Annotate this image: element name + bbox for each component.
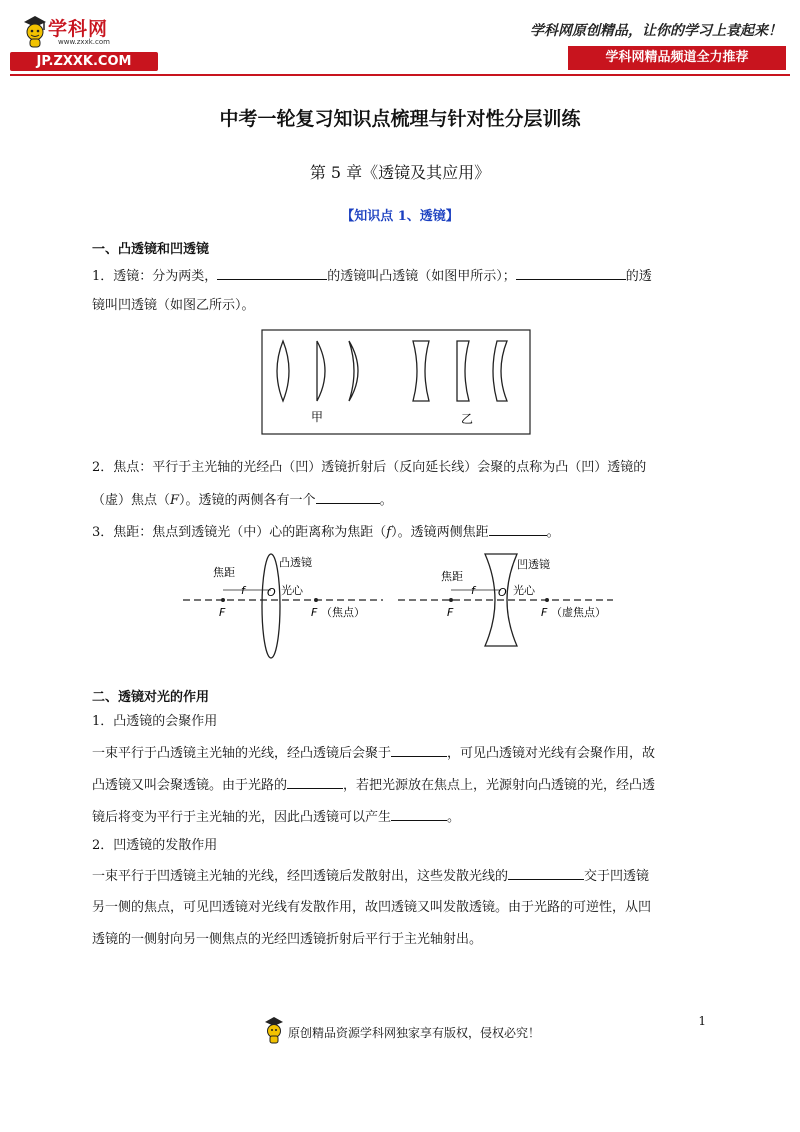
subheading-diverging: 2．凹透镜的发散作用 — [92, 838, 218, 853]
text-run: 1．透镜：分为两类， — [92, 269, 218, 284]
focal-length-diagram — [183, 552, 613, 660]
mascot-footer-icon — [262, 1016, 286, 1044]
text-run: 凸透镜又叫会聚透镜。由于光路的 — [92, 778, 288, 793]
label-focus: （焦点） — [321, 606, 365, 619]
text-run: 一束平行于凹透镜主光轴的光线，经凹透镜后发散射出，这些发散光线的 — [92, 869, 509, 884]
knowledge-point-title: 【知识点 1、透镜】 — [341, 209, 459, 224]
text-run: 一束平行于凸透镜主光轴的光线，经凸透镜后会聚于 — [92, 746, 392, 761]
paragraph-converging-2 — [92, 775, 712, 796]
logo-text: 学科网 — [48, 18, 109, 40]
footer-copyright: 原创精品资源学科网独家享有版权，侵权必究！ — [288, 1026, 541, 1040]
logo-url-badge: JP.ZXXK.COM — [10, 52, 158, 71]
page-number: 1 — [698, 1014, 706, 1028]
lens-types-figure — [261, 329, 531, 435]
text-run: 。 — [447, 810, 461, 825]
label-focal-length: 焦距 — [441, 570, 463, 583]
text-run: 的透镜叫凸透镜（如图甲所示）； — [327, 269, 516, 284]
fill-blank[interactable] — [287, 775, 343, 789]
text-run: ，若把光源放在焦点上，光源射向凸透镜的光，经凸透 — [343, 778, 656, 793]
label-f: f — [471, 584, 475, 597]
text-run: 交于凹透镜 — [584, 869, 650, 884]
focus-symbol: F — [170, 493, 180, 508]
section-heading-lens-types: 一、凸透镜和凹透镜 — [92, 242, 210, 257]
label-focal-length: 焦距 — [213, 566, 235, 579]
header-divider — [10, 74, 790, 76]
section-heading-lens-effect: 二、透镜对光的作用 — [92, 690, 210, 705]
paragraph-converging-3 — [92, 807, 712, 828]
fill-blank[interactable] — [489, 522, 547, 536]
item-focal-length-definition — [92, 522, 712, 543]
mascot-logo-icon — [20, 14, 50, 48]
label-o: O — [267, 586, 276, 599]
item-focus-definition-cont — [92, 490, 712, 511]
figure-label-convex: 甲 — [311, 410, 324, 424]
header-recommend-badge: 学科网精品频道全力推荐 — [568, 46, 786, 70]
header-slogan: 学科网原创精品，让你的学习上袁起来！ — [530, 23, 782, 39]
text-run: 镜后将变为平行于主光轴的光，因此凸透镜可以产生 — [92, 810, 392, 825]
page-title: 中考一轮复习知识点梳理与针对性分层训练 — [219, 108, 581, 130]
paragraph-diverging-3: 透镜的一侧射向另一侧焦点的光经凹透镜折射后平行于主光轴射出。 — [92, 932, 483, 947]
fill-blank[interactable] — [516, 266, 626, 280]
text-run: 。 — [546, 525, 560, 540]
text-run: ，可见凸透镜对光线有会聚作用，故 — [447, 746, 656, 761]
item-lens-definition — [92, 266, 712, 287]
figure-label-concave: 乙 — [461, 412, 474, 426]
label-F-left: F — [219, 606, 226, 619]
paragraph-diverging-2: 另一侧的焦点，可见凹透镜对光线有发散作用，故凹透镜又叫发散透镜。由于光路的可逆性，从凹 — [92, 900, 652, 915]
label-F-left: F — [447, 606, 454, 619]
item-lens-definition-cont: 镜叫凹透镜（如图乙所示）。 — [92, 298, 255, 313]
chapter-title: 第 5 章《透镜及其应用》 — [309, 163, 491, 182]
subheading-converging: 1．凸透镜的会聚作用 — [92, 714, 218, 729]
focal-length-symbol: f — [386, 525, 392, 540]
fill-blank[interactable] — [217, 266, 327, 280]
logo-subtext: www.zxxk.com — [58, 38, 110, 46]
label-optical-center: 光心 — [281, 584, 303, 597]
label-F-right: F — [311, 606, 318, 619]
item-focus-definition: 2．焦点：平行于主光轴的光经凸（凹）透镜折射后（反向延长线）会聚的点称为凸（凹）透镜的 — [92, 460, 647, 475]
label-f: f — [241, 584, 245, 597]
fill-blank[interactable] — [391, 743, 447, 757]
label-o: O — [498, 586, 507, 599]
page-header — [0, 0, 800, 80]
label-F-right: F — [541, 606, 548, 619]
label-optical-center: 光心 — [513, 584, 535, 597]
text-run: ）。透镜两侧焦距 — [391, 525, 489, 540]
text-run: 。 — [379, 493, 393, 508]
label-concave-lens: 凹透镜 — [517, 558, 550, 571]
label-virtual-focus: （虚焦点） — [551, 606, 606, 619]
label-convex-lens: 凸透镜 — [279, 556, 312, 569]
fill-blank[interactable] — [391, 807, 447, 821]
paragraph-diverging-1 — [92, 866, 712, 887]
fill-blank[interactable] — [508, 866, 584, 880]
paragraph-converging-1 — [92, 743, 712, 764]
text-run: 的透 — [625, 269, 652, 284]
fill-blank[interactable] — [316, 490, 380, 504]
text-run: （虚）焦点（ — [92, 493, 171, 508]
text-run: ）。透镜的两侧各有一个 — [179, 493, 316, 508]
text-run: 3．焦距：焦点到透镜光（中）心的距离称为焦距（ — [92, 525, 387, 540]
